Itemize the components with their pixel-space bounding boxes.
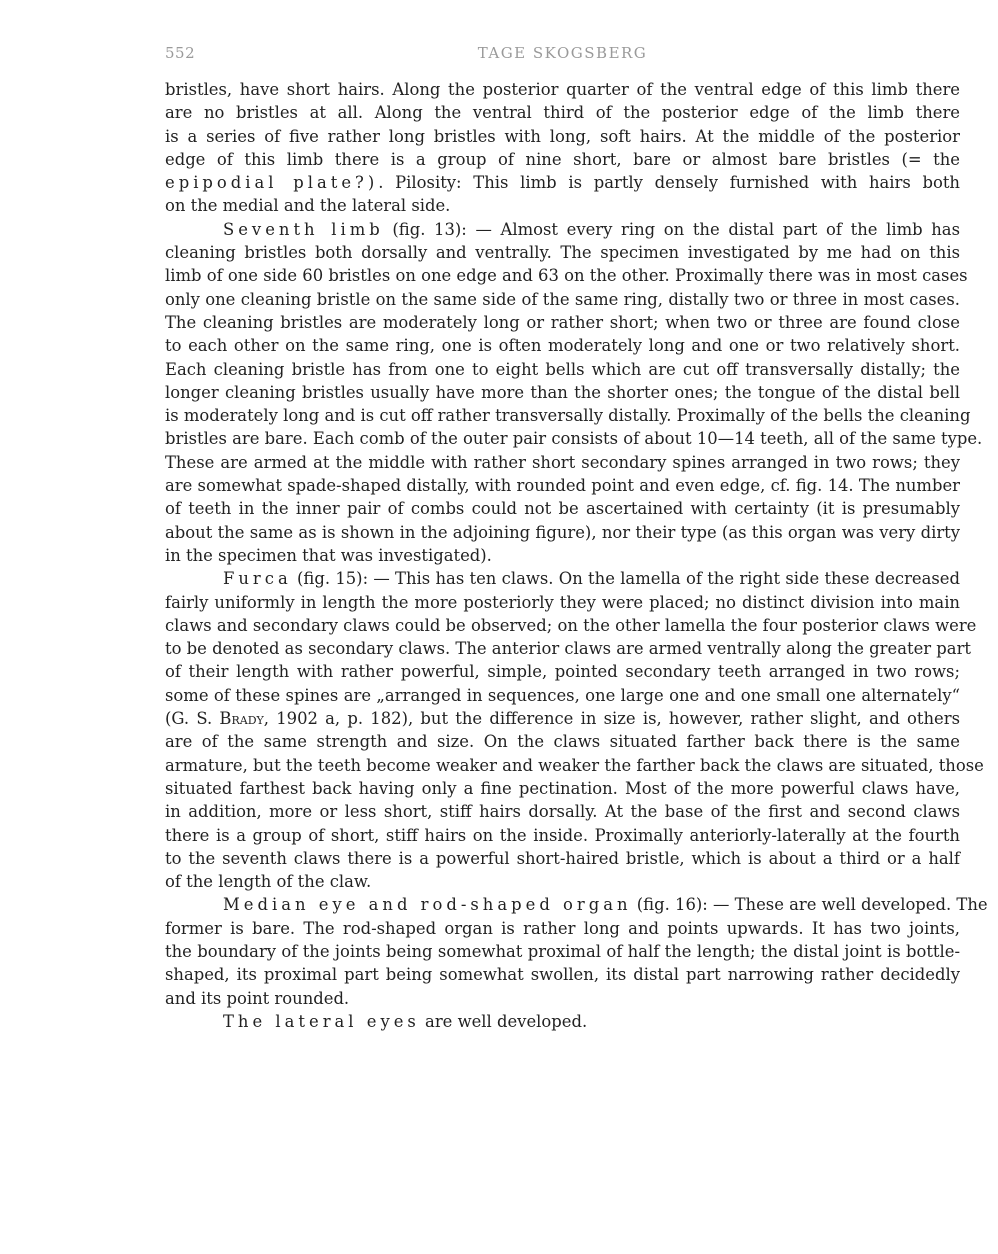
text-line bbox=[165, 800, 960, 823]
running-title: TAGE SKOGSBERG bbox=[477, 44, 648, 62]
line-text: to be denoted as secondary claws. The anterior claws are armed ventrally along the greater part bbox=[165, 639, 971, 659]
text-line bbox=[165, 218, 960, 241]
text-line bbox=[165, 497, 960, 520]
text-line bbox=[165, 474, 960, 497]
text-line bbox=[165, 544, 960, 567]
line-text: cleaning bristles both dorsally and ventrally. The specimen investigated by me had on this bbox=[165, 243, 960, 263]
line-text: about the same as is shown in the adjoining figure), nor their type (as this organ was very dirty bbox=[165, 522, 960, 542]
line-text: are no bristles at all. Along the ventral third of the posterior edge of the limb there bbox=[165, 103, 960, 123]
text-line bbox=[165, 101, 960, 124]
line-text: the boundary of the joints being somewhat proximal of half the length; the distal joint is bottle- bbox=[165, 941, 960, 961]
text-line bbox=[165, 194, 960, 217]
text-line bbox=[165, 334, 960, 357]
text-line bbox=[165, 614, 977, 637]
line-text: in the specimen that was investigated). bbox=[165, 545, 492, 565]
text-line bbox=[165, 521, 960, 544]
line-text: armature, but the teeth become weaker and weaker the farther back the claws are situated, those bbox=[165, 755, 984, 775]
line-text: on the medial and the lateral side. bbox=[165, 196, 451, 216]
text-line bbox=[165, 987, 960, 1010]
text-line bbox=[165, 264, 968, 287]
line-text: These are armed at the middle with rather short secondary spines arranged in two rows; they bbox=[165, 452, 960, 472]
line-text: (G. S. bbox=[165, 709, 220, 729]
body-text bbox=[165, 78, 988, 1033]
text-line bbox=[165, 171, 960, 194]
text-line bbox=[165, 591, 960, 614]
text-line bbox=[165, 824, 960, 847]
line-text: shaped, its proximal part being somewhat swollen, its distal part narrowing rather decidedly bbox=[165, 965, 960, 985]
line-text: edge of this limb there is a group of nine short, bare or almost bare bristles (= the bbox=[165, 149, 960, 169]
line-text: limb of one side 60 bristles on one edge and 63 on the other. Proximally there was in most cases bbox=[165, 266, 968, 286]
line-text: former is bare. The rod-shaped organ is rather long and points upwards. It has two joints, bbox=[165, 918, 960, 938]
line-text: of teeth in the inner pair of combs could not be ascertained with certainty (it is presumably bbox=[165, 499, 960, 519]
text-line bbox=[165, 754, 984, 777]
text-line bbox=[165, 567, 960, 590]
line-text: longer cleaning bristles usually have more than the shorter ones; the tongue of the distal bell bbox=[165, 382, 960, 402]
text-line bbox=[165, 241, 960, 264]
text-line bbox=[165, 847, 960, 870]
spaced-heading: Furca bbox=[223, 569, 292, 589]
line-text: claws and secondary claws could be observed; on the other lamella the four posterior claws were bbox=[165, 615, 977, 635]
line-text: fairly uniformly in length the more posteriorly they were placed; no distinct division into main bbox=[165, 592, 960, 612]
text-line bbox=[165, 404, 971, 427]
text-line bbox=[165, 917, 960, 940]
line-text: some of these spines are „arranged in sequences, one large one and one small one alternately“ bbox=[165, 685, 960, 705]
line-text: is a series of five rather long bristles with long, soft hairs. At the middle of the posterior bbox=[165, 126, 960, 146]
line-text: are somewhat spade-shaped distally, with rounded point and even edge, cf. fig. 14. The number bbox=[165, 476, 960, 496]
line-text: (fig. 15): — This has ten claws. On the lamella of the right side these decreased bbox=[291, 569, 960, 589]
text-line bbox=[165, 637, 971, 660]
line-text: of their length with rather powerful, simple, pointed secondary teeth arranged in two rows; bbox=[165, 662, 960, 682]
spaced-heading: Median eye and rod-shaped organ bbox=[223, 895, 632, 915]
text-line bbox=[165, 777, 960, 800]
spaced-heading: epipodial plate?) bbox=[165, 173, 379, 193]
page-number: 552 bbox=[165, 44, 196, 62]
line-text: situated farthest back having only a fine pectination. Most of the more powerful claws have, bbox=[165, 778, 960, 798]
line-text: is moderately long and is cut off rather transversally distally. Proximally of the bells the cleaning bbox=[165, 406, 971, 426]
line-text: are of the same strength and size. On the claws situated farther back there is the same bbox=[165, 732, 960, 752]
text-line bbox=[165, 381, 960, 404]
text-line bbox=[165, 963, 960, 986]
line-text: , 1902 a, p. 182), but the difference in size is, however, rather slight, and others bbox=[263, 709, 960, 729]
text-line bbox=[165, 125, 960, 148]
line-text: to each other on the same ring, one is often moderately long and one or two relatively short. bbox=[165, 336, 960, 356]
text-line bbox=[165, 684, 960, 707]
text-line bbox=[165, 730, 960, 753]
line-text: The cleaning bristles are moderately long or rather short; when two or three are found close bbox=[165, 312, 960, 332]
text-line bbox=[165, 940, 960, 963]
text-line bbox=[165, 451, 960, 474]
text-line bbox=[165, 870, 960, 893]
text-line bbox=[165, 358, 960, 381]
line-text: are well developed. bbox=[419, 1011, 588, 1031]
text-line bbox=[165, 893, 988, 916]
author-name: Brady bbox=[219, 709, 264, 729]
line-text: of the length of the claw. bbox=[165, 872, 372, 892]
text-line bbox=[165, 148, 960, 171]
line-text: bristles, have short hairs. Along the posterior quarter of the ventral edge of this limb there bbox=[165, 80, 960, 99]
line-text: (fig. 16): — These are well developed. The bbox=[631, 895, 988, 915]
line-text: there is a group of short, stiff hairs on the inside. Proximally anteriorly-laterally at the fourth bbox=[165, 825, 960, 845]
text-line bbox=[165, 707, 960, 730]
line-text: . Pilosity: This limb is partly densely furnished with hairs both bbox=[378, 173, 960, 193]
text-line bbox=[165, 78, 960, 101]
text-line bbox=[165, 660, 960, 683]
text-line bbox=[165, 427, 983, 450]
spaced-heading: Seventh limb bbox=[223, 219, 384, 239]
spaced-heading: The lateral eyes bbox=[223, 1011, 420, 1031]
text-line bbox=[165, 1010, 960, 1033]
line-text: to the seventh claws there is a powerful short-haired bristle, which is about a third or a half bbox=[165, 848, 960, 868]
line-text: (fig. 13): — Almost every ring on the distal part of the limb has bbox=[383, 219, 960, 239]
line-text: only one cleaning bristle on the same side of the same ring, distally two or three in most cases. bbox=[165, 289, 960, 309]
text-line bbox=[165, 288, 960, 311]
line-text: Each cleaning bristle has from one to eight bells which are cut off transversally distally; the bbox=[165, 359, 960, 379]
text-line bbox=[165, 311, 960, 334]
line-text: bristles are bare. Each comb of the outer pair consists of about 10—14 teeth, all of the same type. bbox=[165, 429, 983, 449]
line-text: and its point rounded. bbox=[165, 988, 350, 1008]
line-text: in addition, more or less short, stiff hairs dorsally. At the base of the first and second claws bbox=[165, 802, 960, 822]
